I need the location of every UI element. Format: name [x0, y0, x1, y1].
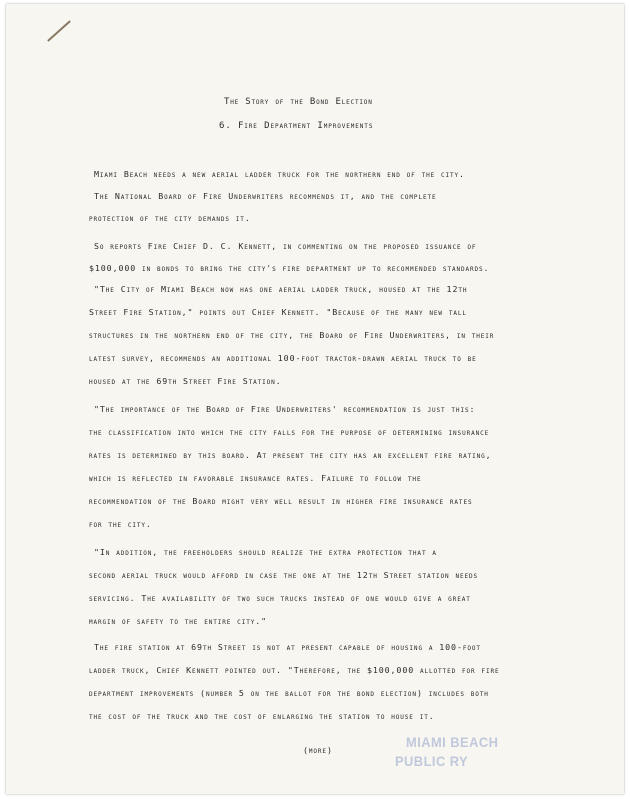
pencil-mark: [47, 20, 71, 42]
body-line: second aerial truck would afford in case the one at the 12th Street station needs: [89, 570, 479, 580]
body-line: which is reflected in favorable insurance rates. Failure to follow the: [89, 473, 422, 483]
body-line: the cost of the truck and the cost of enlarging the station to house it.: [89, 711, 435, 721]
body-line: Miami Beach needs a new aerial ladder truck for the northern end of the city.: [94, 169, 465, 179]
body-line: $100,000 in bonds to bring the city's fire department up to recommended standards.: [89, 263, 490, 273]
body-line: department improvements (number 5 on the ballot for the bond election) includes both: [89, 688, 489, 698]
body-line: The National Board of Fire Underwriters recommends it, and the complete: [94, 191, 437, 201]
body-line: "The City of Miami Beach now has one aerial ladder truck, housed at the 12th: [94, 284, 468, 294]
document-subtitle: 6. Fire Department Improvements: [219, 121, 374, 131]
body-line: "The importance of the Board of Fire Underwriters' recommendation is just this:: [94, 404, 476, 414]
body-line: ladder truck, Chief Kennett pointed out. "Therefore, the $100,000 allotted for fire: [89, 665, 500, 675]
library-stamp-line1: MIAMI BEACH: [406, 734, 499, 750]
document-page: [6, 4, 624, 794]
body-line: Street Fire Station," points out Chief Kennett. "Because of the many new tall: [89, 307, 467, 317]
body-line: recommendation of the Board might very well result in higher fire insurance rates: [89, 496, 473, 506]
body-line: protection of the city demands it.: [89, 213, 251, 223]
library-stamp-line2: PUBLIC RY: [395, 753, 469, 769]
body-line: margin of safety to the entire city.": [89, 616, 268, 626]
body-line: latest survey, recommends an additional 100-foot tractor-drawn aerial truck to be: [89, 353, 477, 363]
body-line: "In addition, the freeholders should realize the extra protection that a: [94, 547, 437, 557]
more-marker: (more): [303, 745, 333, 755]
body-line: So reports Fire Chief D. C. Kennett, in commenting on the proposed issuance of: [94, 241, 477, 251]
body-line: for the city.: [89, 519, 152, 529]
body-line: servicing. The availability of two such trucks instead of one would give a great: [89, 593, 471, 603]
body-line: The fire station at 69th Street is not at present capable of housing a 100-foot: [94, 642, 481, 652]
body-line: housed at the 69th Street Fire Station.: [89, 376, 282, 386]
body-line: structures in the northern end of the city, the Board of Fire Underwriters, in their: [89, 330, 495, 340]
body-line: the classification into which the city falls for the purpose of determining insurance: [89, 427, 490, 437]
document-title: The Story of the Bond Election: [224, 97, 373, 107]
body-line: rates is determined by this board. At present the city has an excellent fire rating,: [89, 450, 492, 460]
